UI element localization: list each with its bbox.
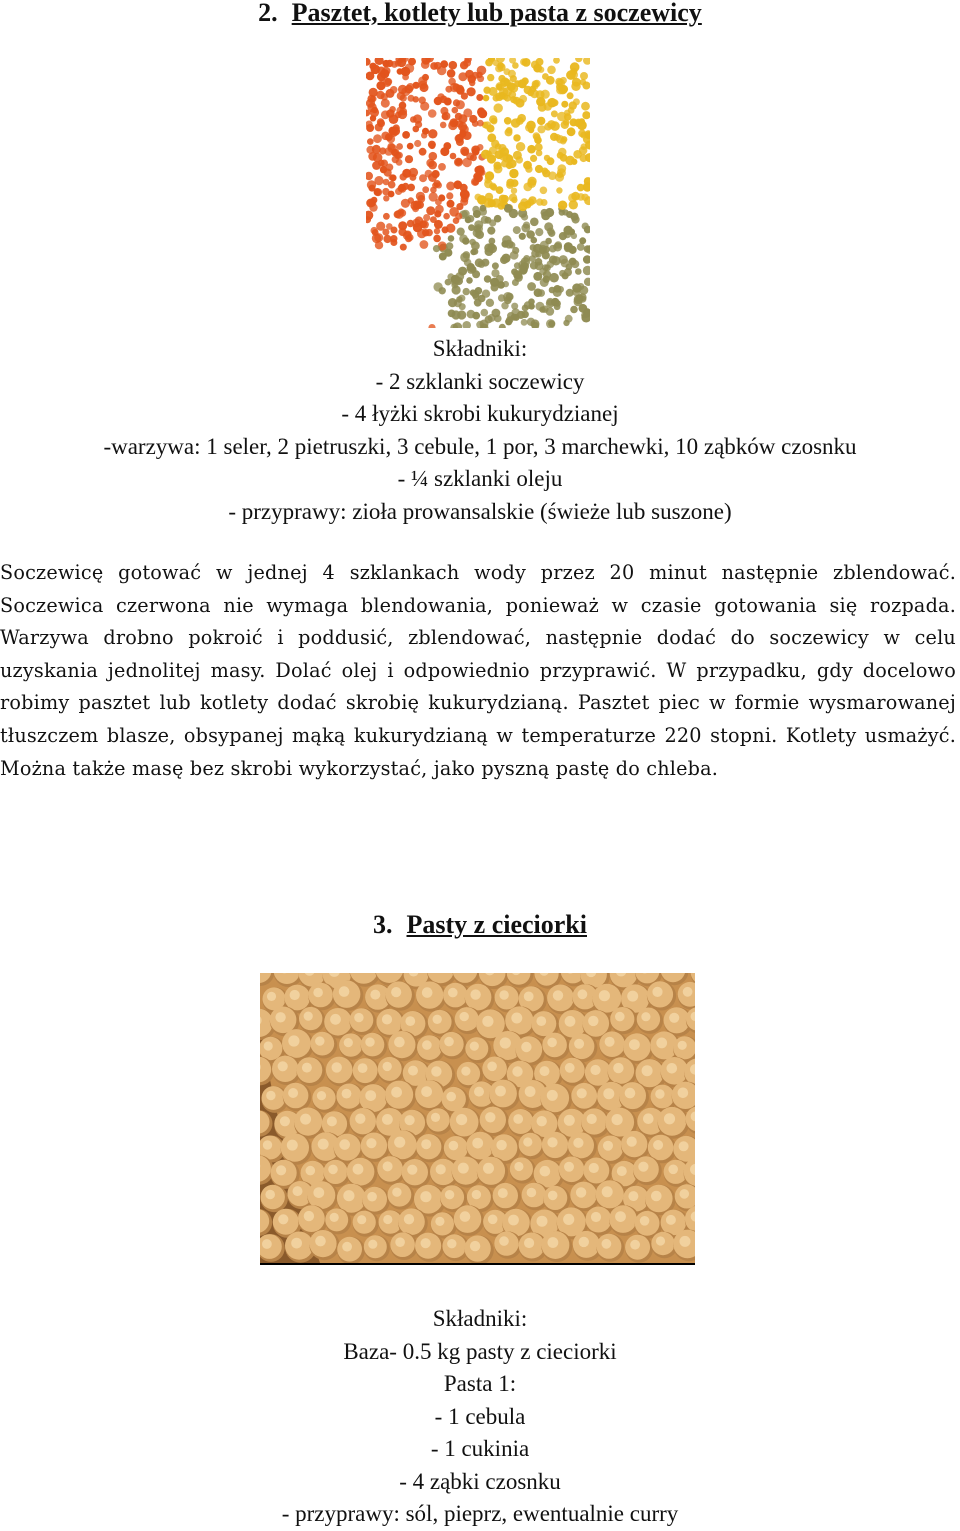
section-3-number: 3. <box>373 910 393 939</box>
section-3-title: Pasty z cieciorki <box>407 910 588 939</box>
image-underline <box>260 1263 695 1265</box>
ingredient-line: - 1 cukinia <box>0 1433 960 1466</box>
ingredient-item: - przyprawy: zioła prowansalskie (świeże lub suszone) <box>0 496 960 529</box>
section-2-title: Pasztet, kotlety lub pasta z soczewicy <box>292 0 702 27</box>
ingredient-item: -warzywa: 1 seler, 2 pietruszki, 3 cebule, 1 por, 3 marchewki, 10 ząbków czosnku <box>0 431 960 464</box>
ingredient-item: - 2 szklanki soczewicy <box>0 366 960 399</box>
section-2-heading <box>0 0 960 28</box>
ingredient-item: - 4 łyżki skrobi kukurydzianej <box>0 398 960 431</box>
section-3-ingredients <box>0 1303 960 1531</box>
ingredient-line: Baza- 0.5 kg pasty z cieciorki <box>0 1336 960 1369</box>
section-3-heading <box>0 910 960 940</box>
ingredient-line: - 4 ząbki czosnku <box>0 1466 960 1499</box>
section-2-number: 2. <box>258 0 278 27</box>
section-2-ingredients <box>0 333 960 528</box>
ingredient-line: - 1 cebula <box>0 1401 960 1434</box>
ingredient-line: - przyprawy: sól, pieprz, ewentualnie curry <box>0 1498 960 1531</box>
ingredients-label: Składniki: <box>0 333 960 366</box>
chickpeas-photo <box>260 973 695 1263</box>
ingredients-label: Składniki: <box>0 1303 960 1336</box>
ingredient-item: - ¼ szklanki oleju <box>0 463 960 496</box>
instructions-paragraph: Soczewicę gotować w jednej 4 szklankach wody przez 20 minut następnie zblendować. Soczewica czerwona nie wymaga blendowania, ponieważ w czasie gotowania się rozpada. Warzywa drobno pokroić i poddusić, zblendować, następnie dodać do soczewicy w celu uzyskania jednolitej masy. Dolać olej i odpowiednio przyprawić. W przypadku, gdy docelowo robimy pasztet lub kotlety dodać skrobię kukurydzianą. Pasztet piec w formie wysmarowanej tłuszczem blasze, obsypanej mąką kukurydzianą w temperaturze 220 stopni. Kotlety usmażyć. Można także masę bez skrobi wykorzystać, jako pyszną pastę do chleba. <box>0 557 956 785</box>
ingredient-line: Pasta 1: <box>0 1368 960 1401</box>
lentils-photo <box>366 58 590 328</box>
